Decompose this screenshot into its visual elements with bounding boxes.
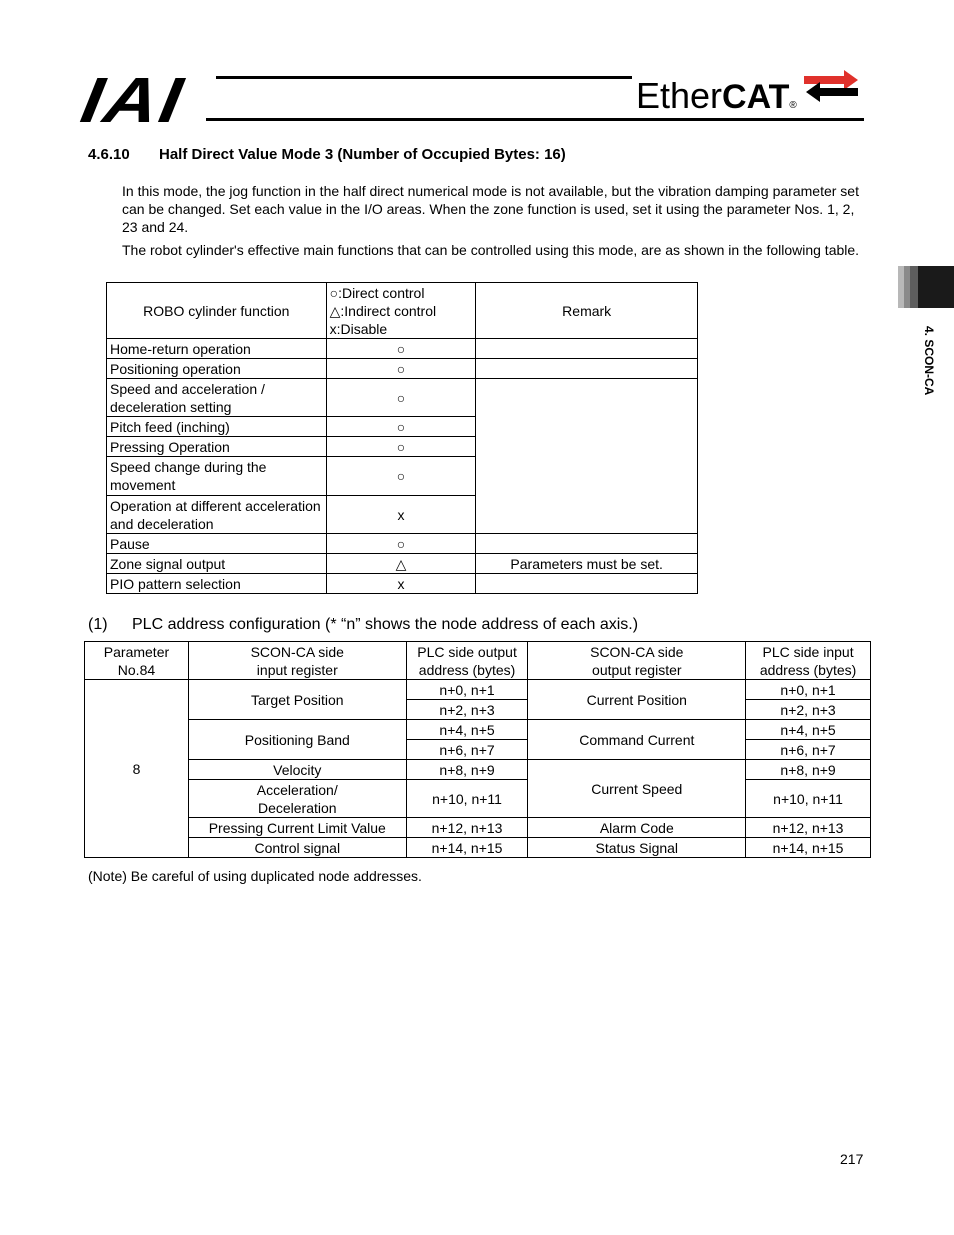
- table-row: [107, 534, 698, 554]
- plc-input-address: n+2, n+3: [746, 700, 871, 720]
- table-row: [85, 818, 871, 838]
- intro-paragraph-1: In this mode, the jog function in the half direct numerical mode is not available, but the vibration damping parameter set can be changed. Set each value in the I/O areas. When the zone function is used, set it using the parameter Nos. 1, 2, 23 and 24.: [122, 183, 859, 235]
- function-mark: ○: [326, 339, 476, 359]
- table-row: [107, 359, 698, 379]
- plc-heading-number: (1): [88, 616, 108, 633]
- header-function: ROBO cylinder function: [107, 283, 327, 339]
- header-line: SCON-CA side: [590, 643, 684, 660]
- header-remark: Remark: [476, 283, 698, 339]
- output-register: Current Speed: [528, 760, 746, 818]
- ethercat-logo-reg: ®: [789, 100, 797, 111]
- legend-indirect: △:Indirect control: [329, 302, 437, 319]
- function-mark: ○: [326, 437, 476, 457]
- table-row: [85, 838, 871, 858]
- function-remark: [476, 339, 698, 359]
- plc-address-table: [84, 641, 871, 858]
- ethercat-logo-cat: CAT: [722, 78, 790, 116]
- table-row: [107, 339, 698, 359]
- note-text: (Note) Be careful of using duplicated node addresses.: [88, 868, 422, 884]
- plc-heading: [88, 616, 638, 634]
- plc-input-address: n+4, n+5: [746, 720, 871, 740]
- function-name: Pressing Operation: [107, 437, 327, 457]
- header-parameter: [85, 642, 189, 680]
- plc-input-address: n+10, n+11: [746, 780, 871, 818]
- side-tab-block: [918, 266, 954, 308]
- function-mark: ○: [326, 359, 476, 379]
- plc-input-address: n+12, n+13: [746, 818, 871, 838]
- input-register: Velocity: [188, 760, 406, 780]
- header-line: Parameter: [103, 643, 170, 660]
- table-row: [85, 780, 871, 818]
- ethercat-logo-ether: Ether: [636, 75, 723, 116]
- table-header-row: [85, 642, 871, 680]
- function-remark: Parameters must be set.: [476, 554, 698, 574]
- table-row: [85, 720, 871, 740]
- input-register: Control signal: [188, 838, 406, 858]
- input-register-line: Deceleration: [257, 799, 337, 816]
- page-number: 217: [840, 1151, 864, 1167]
- header-line: PLC side input: [762, 643, 854, 660]
- table-row: [107, 554, 698, 574]
- header-line: address (bytes): [418, 661, 516, 678]
- output-register: Current Position: [528, 680, 746, 720]
- table-row: [85, 680, 871, 700]
- header-output-register: [528, 642, 746, 680]
- function-name: Positioning operation: [107, 359, 327, 379]
- function-mark: ○: [326, 534, 476, 554]
- plc-output-address: n+2, n+3: [406, 700, 528, 720]
- header-line: address (bytes): [759, 661, 857, 678]
- parameter-value: 8: [85, 680, 189, 858]
- plc-input-address: n+0, n+1: [746, 680, 871, 700]
- header-line: No.84: [117, 661, 156, 678]
- header-plc-output: [406, 642, 528, 680]
- input-register: [188, 780, 406, 818]
- function-name: PIO pattern selection: [107, 574, 327, 594]
- plc-output-address: n+6, n+7: [406, 740, 528, 760]
- plc-input-address: n+6, n+7: [746, 740, 871, 760]
- function-name: Zone signal output: [107, 554, 327, 574]
- function-name: Pitch feed (inching): [107, 417, 327, 437]
- header-rule-bottom: [206, 118, 864, 121]
- output-register: Alarm Code: [528, 818, 746, 838]
- plc-output-address: n+8, n+9: [406, 760, 528, 780]
- function-mark: △: [326, 554, 476, 574]
- function-remark: [476, 574, 698, 594]
- function-mark: ○: [326, 379, 476, 417]
- input-register: Target Position: [188, 680, 406, 720]
- section-title-text: Half Direct Value Mode 3 (Number of Occupied Bytes: 16): [159, 146, 566, 163]
- intro-paragraph-2: The robot cylinder's effective main functions that can be controlled using this mode, are as shown in the following table.: [122, 242, 860, 258]
- function-mark: ○: [326, 417, 476, 437]
- table-row: [107, 379, 698, 417]
- function-name: Speed change during the movement: [107, 457, 327, 496]
- legend-disable: x:Disable: [329, 320, 388, 337]
- header-input-register: [188, 642, 406, 680]
- plc-heading-text: PLC address configuration (* “n” shows the node address of each axis.): [132, 616, 639, 633]
- side-tab-gradient: [898, 266, 918, 308]
- iai-logo: IAI: [76, 64, 190, 136]
- header-plc-input: [746, 642, 871, 680]
- function-mark: ○: [326, 457, 476, 496]
- plc-output-address: n+10, n+11: [406, 780, 528, 818]
- plc-output-address: n+4, n+5: [406, 720, 528, 740]
- section-title: [88, 146, 566, 163]
- function-name: Speed and acceleration / deceleration setting: [107, 379, 327, 417]
- table-row: [107, 574, 698, 594]
- plc-output-address: n+12, n+13: [406, 818, 528, 838]
- table-row: [85, 760, 871, 780]
- output-register: Command Current: [528, 720, 746, 760]
- plc-input-address: n+8, n+9: [746, 760, 871, 780]
- header-legend: [326, 283, 476, 339]
- function-remark: [476, 359, 698, 379]
- header-rule-top: [216, 76, 632, 79]
- legend-direct: ○:Direct control: [329, 284, 425, 301]
- output-register: Status Signal: [528, 838, 746, 858]
- input-register: Positioning Band: [188, 720, 406, 760]
- function-mark: x: [326, 574, 476, 594]
- plc-output-address: n+14, n+15: [406, 838, 528, 858]
- ethercat-arrows-icon: [804, 66, 860, 106]
- plc-input-address: n+14, n+15: [746, 838, 871, 858]
- header-line: input register: [256, 661, 338, 678]
- function-mark: x: [326, 496, 476, 534]
- input-register: Pressing Current Limit Value: [188, 818, 406, 838]
- header-line: output register: [592, 661, 682, 678]
- header-line: SCON-CA side: [250, 643, 344, 660]
- function-remark-merged: [476, 379, 698, 534]
- function-name: Pause: [107, 534, 327, 554]
- function-remark: [476, 534, 698, 554]
- function-name: Operation at different acceleration and deceleration: [107, 496, 327, 534]
- input-register-line: Acceleration/: [256, 781, 338, 798]
- chapter-side-label: 4. SCON-CA: [922, 326, 936, 396]
- table-header-row: [107, 283, 698, 339]
- section-number: 4.6.10: [88, 146, 130, 163]
- function-name: Home-return operation: [107, 339, 327, 359]
- plc-output-address: n+0, n+1: [406, 680, 528, 700]
- ethercat-logo: [636, 75, 797, 116]
- function-table: [106, 282, 698, 594]
- header-line: PLC side output: [417, 643, 517, 660]
